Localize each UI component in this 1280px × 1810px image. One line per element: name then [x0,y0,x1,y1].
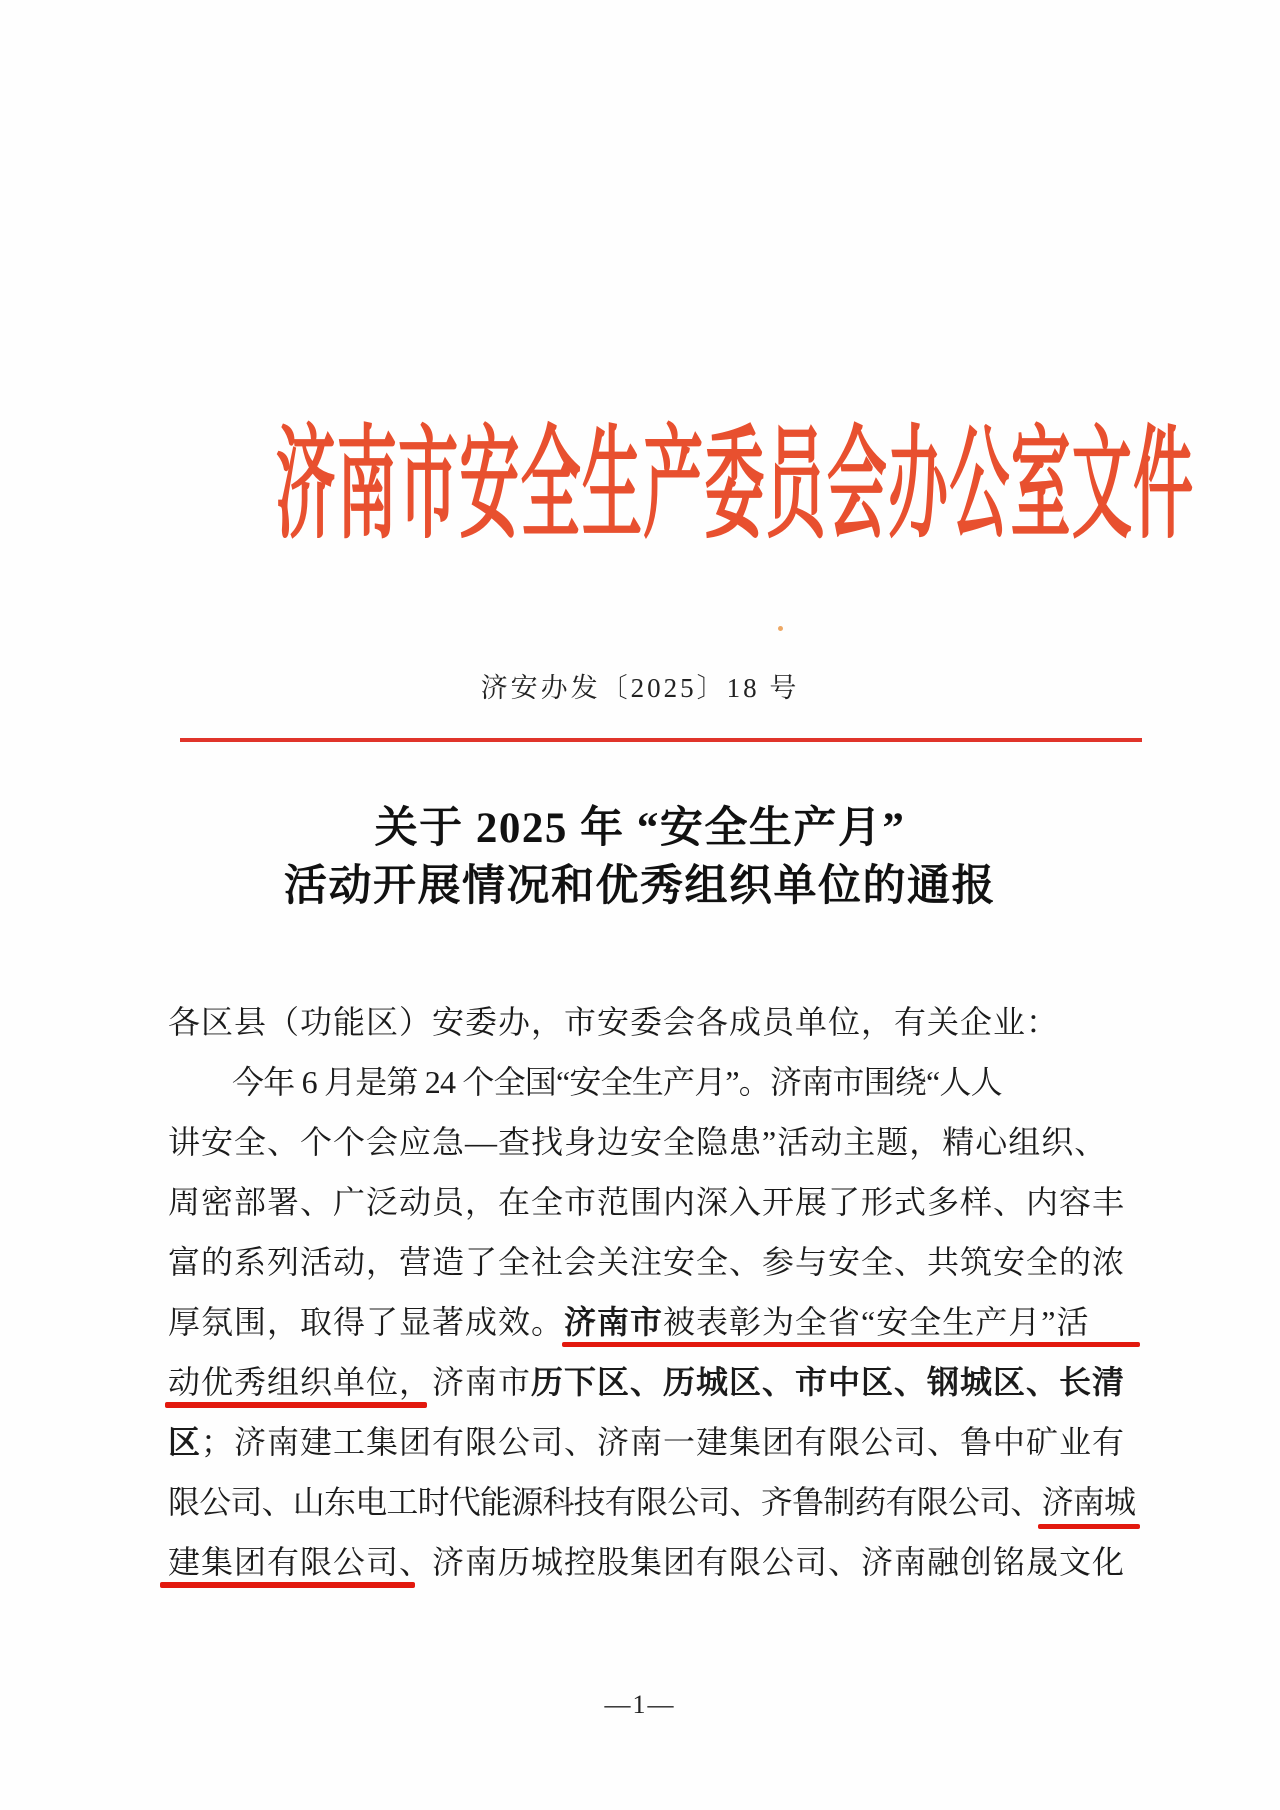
body-text: 限公司、山东电工时代能源科技有限公司、齐鲁制药有限公司、济南城 [168,1484,1136,1520]
body-text: 富的系列活动，营造了全社会关注安全、参与安全、共筑安全的浓 [168,1244,1126,1280]
body-text: 各区县（功能区）安委办，市安委会各成员单位，有关企业： [168,1004,1060,1040]
red-underline-annotation [160,1582,415,1588]
highlighted-text: 历下区、历城区、市中区、钢城区、长清 [531,1364,1126,1400]
scan-artifact-speck [778,626,783,631]
red-underline-annotation [562,1342,1140,1347]
body-line [168,992,1143,1052]
body-text: 周密部署、广泛动员，在全市范围内深入开展了形式多样、内容丰 [168,1184,1126,1220]
body-line [168,1112,1143,1172]
body-line [168,1052,1143,1112]
body-text: 今年 6 月是第 24 个全国“安全生产月”。济南市围绕“人人 [232,1064,1002,1100]
document-header-banner [0,388,1280,554]
red-underline-annotation [165,1402,427,1408]
body-text: 厚氛围，取得了显著成效。 [168,1304,565,1340]
highlighted-text: 区 [168,1424,202,1460]
title-line-1: 关于 2025 年 “安全生产月” [374,805,906,852]
body-text: 建集团有限公司、济南历城控股集团有限公司、济南融创铭晟文化 [168,1544,1126,1580]
issuing-org-title: 济南市安全生产委员会办公室文件 [275,417,1195,554]
red-underline-annotation [1038,1524,1140,1529]
body-line [168,1172,1143,1232]
body-line [168,1232,1143,1292]
body-paragraphs [168,992,1143,1592]
body-text: 讲安全、个个会应急—查找身边安全隐患”活动主题，精心组织、 [168,1124,1108,1160]
highlighted-text: 济南市 [564,1304,664,1340]
body-text: 动优秀组织单位，济南市 [168,1364,532,1400]
body-text: ；济南建工集团有限公司、济南一建集团有限公司、鲁中矿业有 [201,1424,1126,1460]
header-divider-line [180,738,1142,742]
body-line [168,1472,1143,1532]
body-line [168,1412,1143,1472]
document-number: 济安办发〔2025〕18 号 [480,673,800,703]
document-title [0,800,1280,916]
body-text: 被表彰为全省“安全生产月”活 [663,1304,1090,1340]
title-line-2: 活动开展情况和优秀组织单位的通报 [284,863,996,910]
page-number: —1— [604,1690,676,1719]
